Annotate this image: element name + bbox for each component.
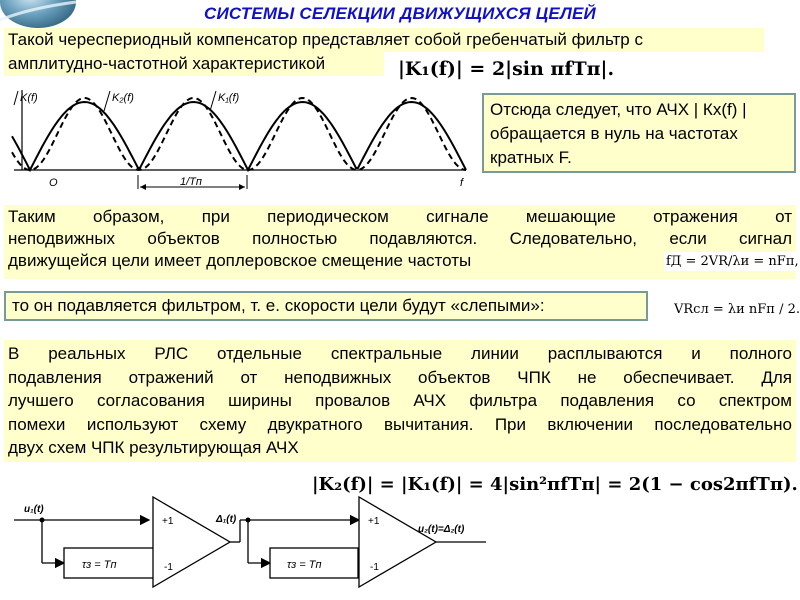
leader-k1 bbox=[210, 91, 216, 111]
para4-line2: подавления отражений от неподвижных объектов ЧПК не обеспечивает. Для bbox=[8, 367, 792, 387]
delay-label-1: τз = Tп bbox=[82, 559, 117, 571]
label-k1: K₁(f) bbox=[218, 92, 240, 104]
label-k2: K₂(f) bbox=[112, 92, 134, 104]
leader-k2 bbox=[104, 91, 110, 111]
period-arrow-head-right bbox=[239, 184, 245, 190]
plus-label-1: +1 bbox=[162, 516, 174, 527]
formula-v-text: VRсл = λи nFп / 2. bbox=[674, 302, 800, 317]
page-title: СИСТЕМЫ СЕЛЕКЦИИ ДВИЖУЩИХСЯ ЦЕЛЕЙ bbox=[204, 4, 596, 23]
para2-line3: движущейся цели имеет доплеровское смещение частоты bbox=[8, 251, 472, 270]
intro-text-line1 bbox=[4, 28, 764, 52]
period-arrow-head-left bbox=[140, 184, 146, 190]
para4-line1: В реальных РЛС отдельные спектральные линии расплываются и полного bbox=[8, 344, 792, 363]
note-box bbox=[482, 93, 796, 173]
output-label: u₂(t)=Δ₂(t) bbox=[418, 524, 465, 535]
intro-line2: амплитудно-частотной характеристикой bbox=[8, 54, 326, 73]
delay-label-2: τз = Tп bbox=[287, 559, 322, 571]
minus-label-2: -1 bbox=[370, 562, 379, 573]
label-period: 1/Tп bbox=[180, 176, 202, 188]
label-k: K(f) bbox=[20, 92, 38, 104]
leader-k bbox=[14, 91, 18, 105]
para3-text: то он подавляется фильтром, т. е. скорости цели будут «слепыми»: bbox=[12, 296, 545, 315]
formula-fd-text: fД = 2VR/λи = nFп, bbox=[666, 254, 799, 269]
amplifier-1 bbox=[153, 497, 230, 587]
intro-line1: Такой череспериодный компенсатор представляет собой гребенчатый фильтр с bbox=[8, 30, 643, 49]
para4-line5: двух схем ЧПК результирующая АЧХ bbox=[8, 438, 299, 457]
para2-line1: Таким образом, при периодическом сигнале мешающие отражения от bbox=[8, 207, 792, 226]
input-label: u₁(t) bbox=[24, 504, 44, 515]
intro-text-line2 bbox=[4, 52, 384, 76]
plus-label-2: +1 bbox=[368, 516, 380, 527]
para3-box bbox=[4, 291, 648, 321]
minus-label-1: -1 bbox=[164, 562, 173, 573]
formula-v bbox=[672, 300, 800, 319]
label-f: f bbox=[460, 177, 464, 189]
formula-fd bbox=[664, 252, 800, 271]
note-text: Отсюда следует, что АЧХ | Кх(f) | обращается в нуль на частотах кратных F. bbox=[490, 100, 747, 167]
formula-k2: |K₂(f)| = |K₁(f)| = 4|sin²πfTп| = 2(1 − cos2πfTп). bbox=[312, 474, 798, 495]
mid-label: Δ₁(t) bbox=[216, 514, 237, 525]
frequency-response-graph bbox=[4, 85, 480, 195]
amplifier-2 bbox=[359, 497, 436, 587]
para4-line4: помехи используют схему двукратного вычитания. При включении последовательно bbox=[8, 414, 792, 434]
para2-line2: неподвижных объектов полностью подавляются. Следовательно, если сигнал bbox=[8, 229, 792, 248]
para4-box bbox=[4, 340, 796, 462]
label-origin: O bbox=[49, 177, 58, 189]
curve-k1-solid bbox=[12, 102, 466, 170]
para4-line3: лучшего согласования ширины провалов АЧХ фильтра подавления со спектром bbox=[8, 391, 792, 410]
curve-k2-dashed bbox=[12, 98, 466, 170]
circuit-diagram bbox=[4, 492, 504, 597]
formula-k1: |K₁(f)| = 2|sin πfTп|. bbox=[398, 58, 615, 80]
